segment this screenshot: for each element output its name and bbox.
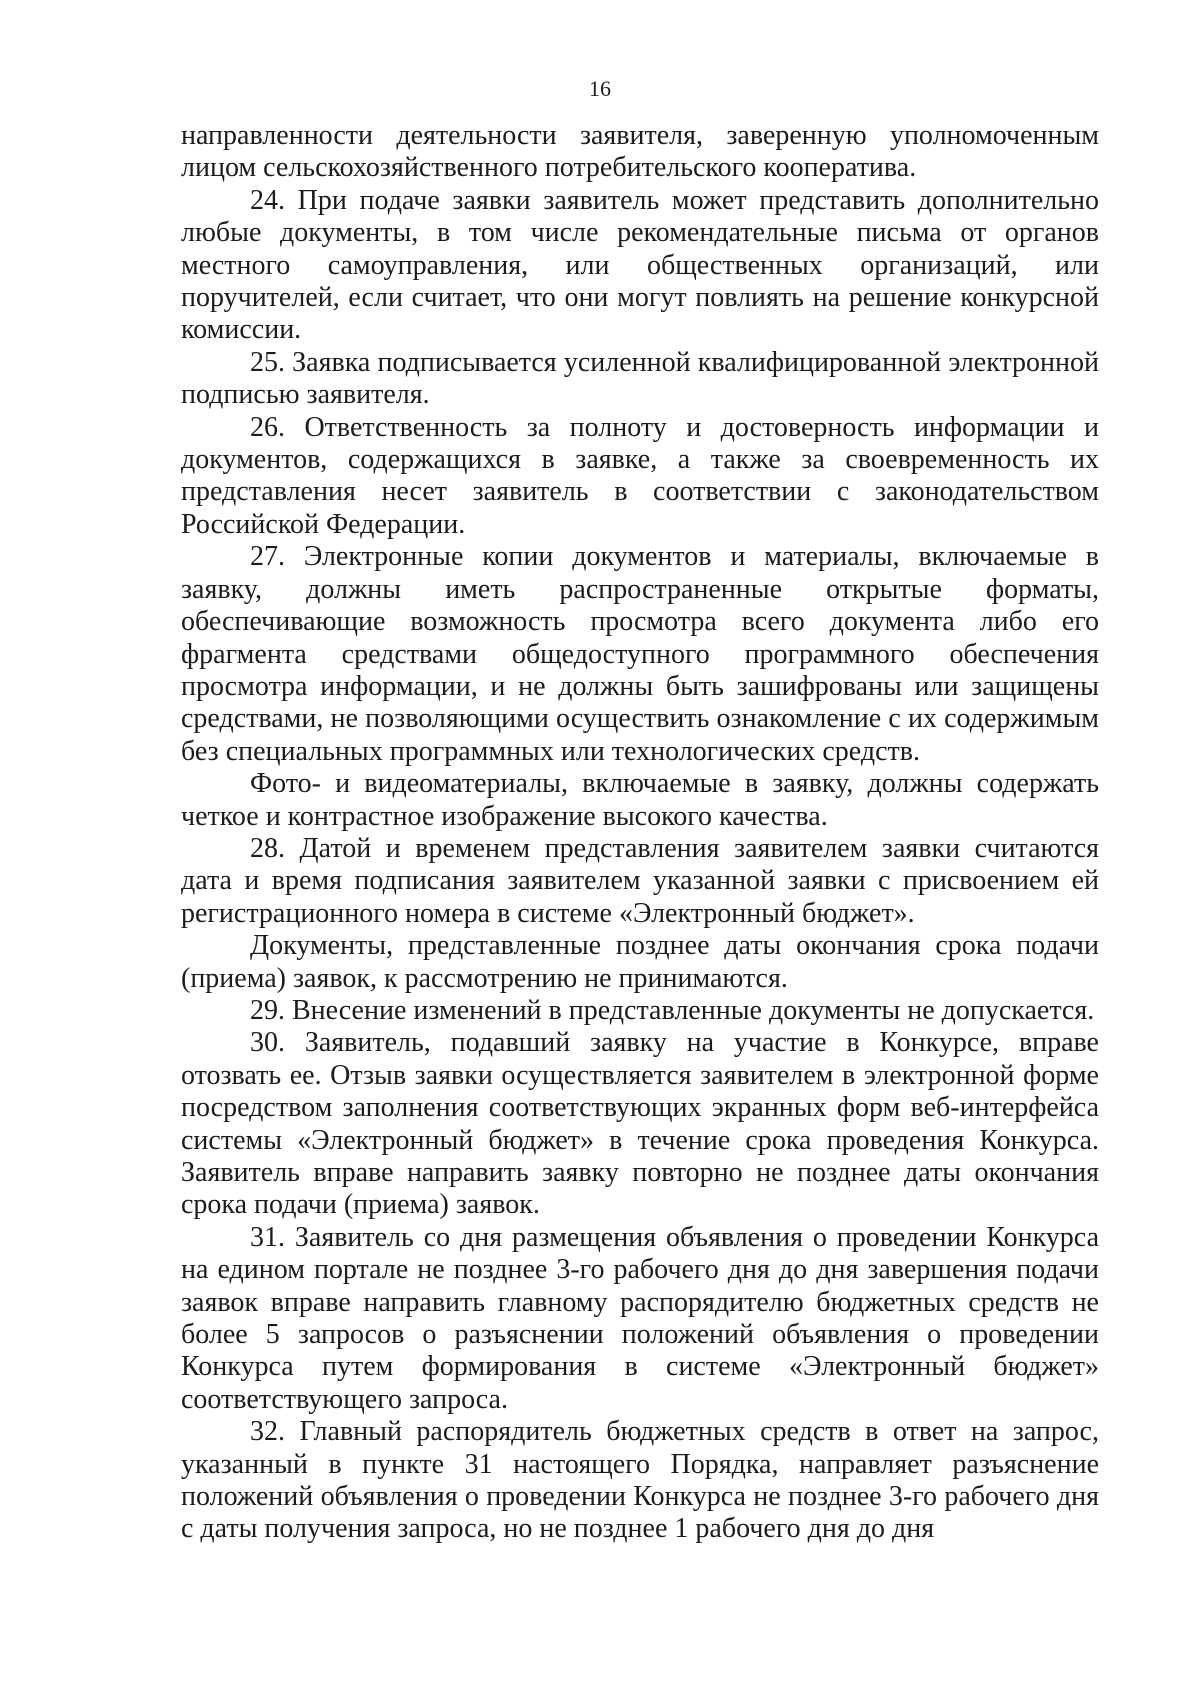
- paragraph-item-27: 27. Электронные копии документов и материалы, включаемые в заявку, должны иметь распространенные открытые форматы, обеспечивающие возможность просмотра всего документа либо его фрагмента средствами общедоступного программного обеспечения просмотра информации, и не должны быть зашифрованы или защищены средствами, не позволяющими осуществить ознакомление с их содержимым без специальных программных или технологических средств.: [181, 541, 1099, 767]
- document-body: [181, 120, 1099, 1546]
- paragraph-item-28-late-docs: Документы, представленные позднее даты окончания срока подачи (приема) заявок, к рассмотрению не принимаются.: [181, 930, 1099, 994]
- paragraph-item-26: 26. Ответственность за полноту и достоверность информации и документов, содержащихся в заявке, а также за своевременность их представления несет заявитель в соответствии с законодательством Российской Федерации.: [181, 411, 1099, 540]
- paragraph-item-30: 30. Заявитель, подавший заявку на участие в Конкурсе, вправе отозвать ее. Отзыв заявки осуществляется заявителем в электронной форме посредством заполнения соответствующих экранных форм веб-интерфейса системы «Электронный бюджет» в течение срока проведения Конкурса. Заявитель вправе направить заявку повторно не позднее даты окончания срока подачи (приема) заявок.: [181, 1027, 1099, 1221]
- paragraph-item-29: 29. Внесение изменений в представленные документы не допускается.: [250, 994, 1095, 1026]
- paragraph-item-25: 25. Заявка подписывается усиленной квалифицированной электронной подписью заявителя.: [181, 346, 1099, 411]
- paragraph-item-28: 28. Датой и временем представления заявителем заявки считаются дата и время подписания заявителем указанной заявки с присвоением ей регистрационного номера в системе «Электронный бюджет».: [181, 832, 1099, 929]
- paragraph-item-32: 32. Главный распорядитель бюджетных средств в ответ на запрос, указанный в пункте 31 настоящего Порядка, направляет разъяснение положений объявления о проведении Конкурса не позднее 3-го рабочего дня с даты получения запроса, но не позднее 1 рабочего дня до дня: [181, 1416, 1099, 1545]
- page-number: 16: [589, 76, 611, 101]
- paragraph-item-31: 31. Заявитель со дня размещения объявления о проведении Конкурса на едином портале не позднее 3-го рабочего дня до дня завершения подачи заявок вправе направить главному распорядителю бюджетных средств не более 5 запросов о разъяснении положений объявления о проведении Конкурса путем формирования в системе «Электронный бюджет» соответствующего запроса.: [181, 1221, 1099, 1415]
- paragraph-item-27-media: Фото- и видеоматериалы, включаемые в заявку, должны содержать четкое и контрастное изображение высокого качества.: [181, 768, 1099, 832]
- paragraph-item-24: 24. При подаче заявки заявитель может представить дополнительно любые документы, в том числе рекомендательные письма от органов местного самоуправления, или общественных организаций, или поручителей, если считает, что они могут повлиять на решение конкурсной комиссии.: [181, 184, 1099, 346]
- paragraph-continuation: направленности деятельности заявителя, заверенную уполномоченным лицом сельскохозяйственного потребительского кооператива.: [181, 120, 1099, 184]
